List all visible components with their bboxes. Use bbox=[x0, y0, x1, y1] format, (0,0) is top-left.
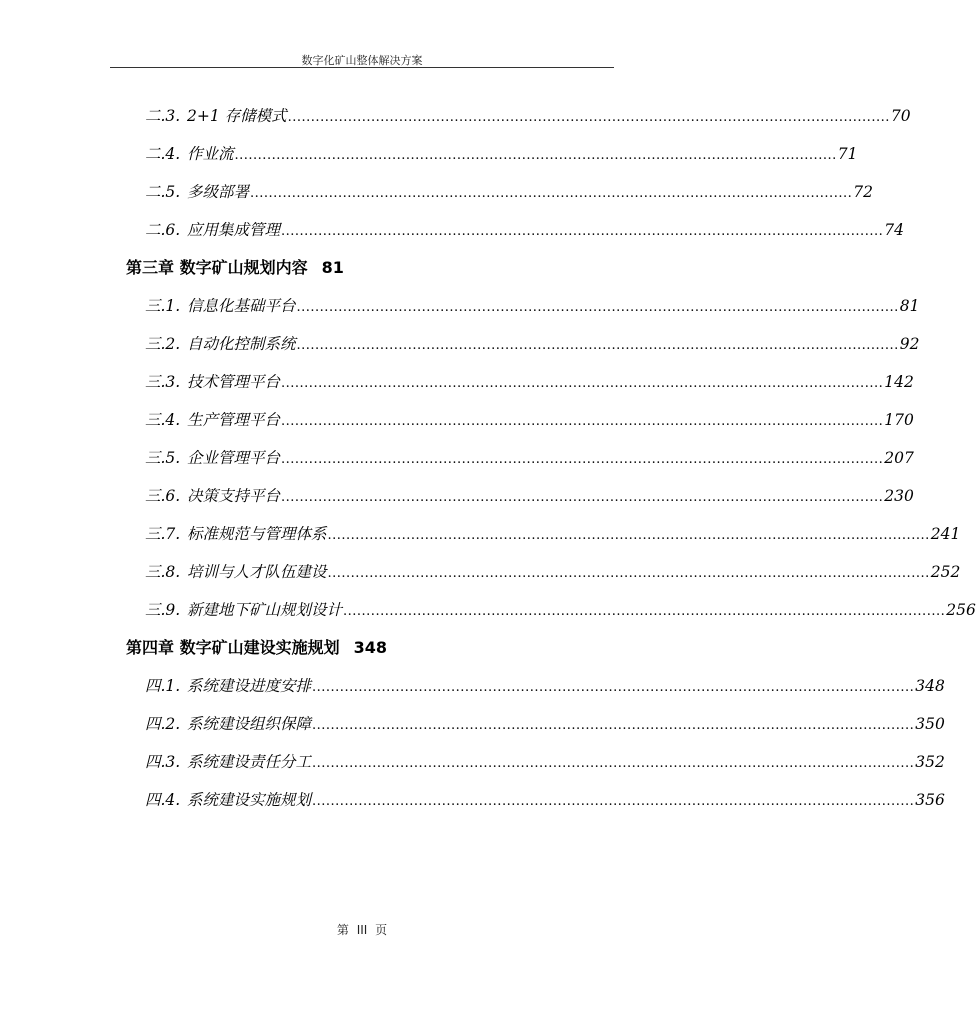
toc-entry-page: 142 bbox=[884, 373, 914, 391]
toc-dot-leader: .................................................................................................................................. bbox=[312, 680, 915, 695]
toc-entry-number: 二.3. bbox=[145, 107, 181, 125]
toc-entry-title: 企业管理平台 bbox=[187, 449, 281, 467]
toc-entry-page: 230 bbox=[884, 487, 914, 505]
toc-entry-title: 生产管理平台 bbox=[187, 411, 281, 429]
toc-dot-leader: .................................................................................................................................. bbox=[281, 452, 884, 467]
toc-dot-leader: .................................................................................................................................. bbox=[312, 794, 915, 809]
toc-entry-page: 352 bbox=[915, 753, 945, 771]
toc-dot-leader: .................................................................................................................................. bbox=[281, 414, 884, 429]
toc-entry-page: 81 bbox=[899, 297, 920, 315]
toc-chapter-page: 348 bbox=[353, 638, 387, 657]
toc-dot-leader: .................................................................................................................................. bbox=[312, 718, 915, 733]
toc-entry[interactable] bbox=[145, 750, 945, 774]
toc-entry[interactable] bbox=[145, 332, 920, 356]
toc-entry-title: 系统建设进度安排 bbox=[187, 677, 312, 695]
toc-dot-leader: .................................................................................................................................. bbox=[327, 528, 930, 543]
toc-entry-number: 三.7. bbox=[145, 525, 181, 543]
toc-entry-title: 标准规范与管理体系 bbox=[187, 525, 327, 543]
toc-entry-page: 356 bbox=[915, 791, 945, 809]
toc-dot-leader: .................................................................................................................................. bbox=[281, 376, 884, 391]
toc-entry-title: 培训与人才队伍建设 bbox=[187, 563, 327, 581]
toc-dot-leader: .................................................................................................................................. bbox=[287, 110, 890, 125]
toc-entry-number: 四.4. bbox=[145, 791, 181, 809]
toc-entry-page: 72 bbox=[853, 183, 873, 201]
toc-entry-title: 系统建设责任分工 bbox=[187, 753, 312, 771]
toc-chapter-page: 81 bbox=[321, 258, 344, 277]
toc-entry[interactable] bbox=[145, 142, 858, 166]
toc-entry[interactable] bbox=[145, 446, 914, 470]
toc-entry-page: 256 bbox=[946, 601, 976, 619]
page-footer: 第 III 页 bbox=[336, 923, 388, 937]
toc-entry[interactable] bbox=[145, 598, 976, 622]
toc-dot-leader: .................................................................................................................................. bbox=[327, 566, 930, 581]
toc-entry[interactable] bbox=[145, 408, 914, 432]
toc-entry-page: 170 bbox=[884, 411, 914, 429]
toc-entry-number: 二.6. bbox=[145, 221, 181, 239]
toc-entry-page: 207 bbox=[884, 449, 914, 467]
toc-chapter[interactable] bbox=[126, 255, 344, 281]
toc-entry-page: 92 bbox=[899, 335, 920, 353]
toc-entry[interactable] bbox=[145, 218, 904, 242]
toc-entry-page: 350 bbox=[915, 715, 945, 733]
toc-dot-leader: .................................................................................................................................. bbox=[343, 604, 946, 619]
toc-entry-page: 71 bbox=[837, 145, 858, 163]
toc-entry-number: 三.3. bbox=[145, 373, 181, 391]
toc-entry-number: 三.8. bbox=[145, 563, 181, 581]
toc-entry[interactable] bbox=[145, 522, 961, 546]
toc-entry[interactable] bbox=[145, 674, 945, 698]
toc-dot-leader: .................................................................................................................................. bbox=[281, 224, 884, 239]
toc-entry-page: 348 bbox=[915, 677, 945, 695]
toc-entry-number: 三.2. bbox=[145, 335, 181, 353]
toc-entry[interactable] bbox=[145, 484, 914, 508]
toc-entry-page: 241 bbox=[930, 525, 961, 543]
toc-entry-title: 自动化控制系统 bbox=[187, 335, 296, 353]
toc-entry-number: 三.6. bbox=[145, 487, 181, 505]
toc-dot-leader: .................................................................................................................................. bbox=[234, 148, 837, 163]
toc-entry[interactable] bbox=[145, 712, 945, 736]
toc-entry-title: 技术管理平台 bbox=[187, 373, 281, 391]
toc-entry-number: 三.1. bbox=[145, 297, 181, 315]
toc-dot-leader: .................................................................................................................................. bbox=[250, 186, 853, 201]
toc-entry-title: 2+1 存储模式 bbox=[187, 107, 287, 125]
toc-entry-number: 三.9. bbox=[145, 601, 181, 619]
page-header: 数字化矿山整体解决方案 bbox=[301, 54, 423, 67]
toc-dot-leader: .................................................................................................................................. bbox=[281, 490, 884, 505]
toc-entry-title: 新建地下矿山规划设计 bbox=[187, 601, 343, 619]
toc-chapter-title: 第三章 数字矿山规划内容 bbox=[126, 258, 308, 277]
toc-entry[interactable] bbox=[145, 788, 945, 812]
toc-entry[interactable] bbox=[145, 370, 914, 394]
toc-entry[interactable] bbox=[145, 560, 961, 584]
toc-entry-title: 作业流 bbox=[187, 145, 234, 163]
toc-entry-page: 74 bbox=[884, 221, 904, 239]
toc-entry-title: 系统建设实施规划 bbox=[187, 791, 312, 809]
toc-entry-number: 三.5. bbox=[145, 449, 181, 467]
toc-entry-page: 70 bbox=[890, 107, 911, 125]
toc-entry-number: 四.2. bbox=[145, 715, 181, 733]
toc-entry-title: 多级部署 bbox=[187, 183, 250, 201]
toc-entry-title: 系统建设组织保障 bbox=[187, 715, 312, 733]
toc-entry[interactable] bbox=[145, 294, 920, 318]
toc-entry-title: 应用集成管理 bbox=[187, 221, 281, 239]
toc-dot-leader: .................................................................................................................................. bbox=[312, 756, 915, 771]
toc-entry-number: 二.5. bbox=[145, 183, 181, 201]
toc-dot-leader: .................................................................................................................................. bbox=[296, 300, 899, 315]
toc-entry-number: 四.3. bbox=[145, 753, 181, 771]
toc-entry[interactable] bbox=[145, 180, 873, 204]
toc-entry-title: 决策支持平台 bbox=[187, 487, 281, 505]
toc-chapter-title: 第四章 数字矿山建设实施规划 bbox=[126, 638, 340, 657]
toc-entry-page: 252 bbox=[930, 563, 961, 581]
toc-entry-number: 四.1. bbox=[145, 677, 181, 695]
toc-entry-title: 信息化基础平台 bbox=[187, 297, 296, 315]
toc-dot-leader: .................................................................................................................................. bbox=[296, 338, 899, 353]
toc-chapter[interactable] bbox=[126, 635, 387, 661]
toc-entry-number: 三.4. bbox=[145, 411, 181, 429]
toc-entry-number: 二.4. bbox=[145, 145, 181, 163]
toc-entry[interactable] bbox=[145, 104, 911, 128]
